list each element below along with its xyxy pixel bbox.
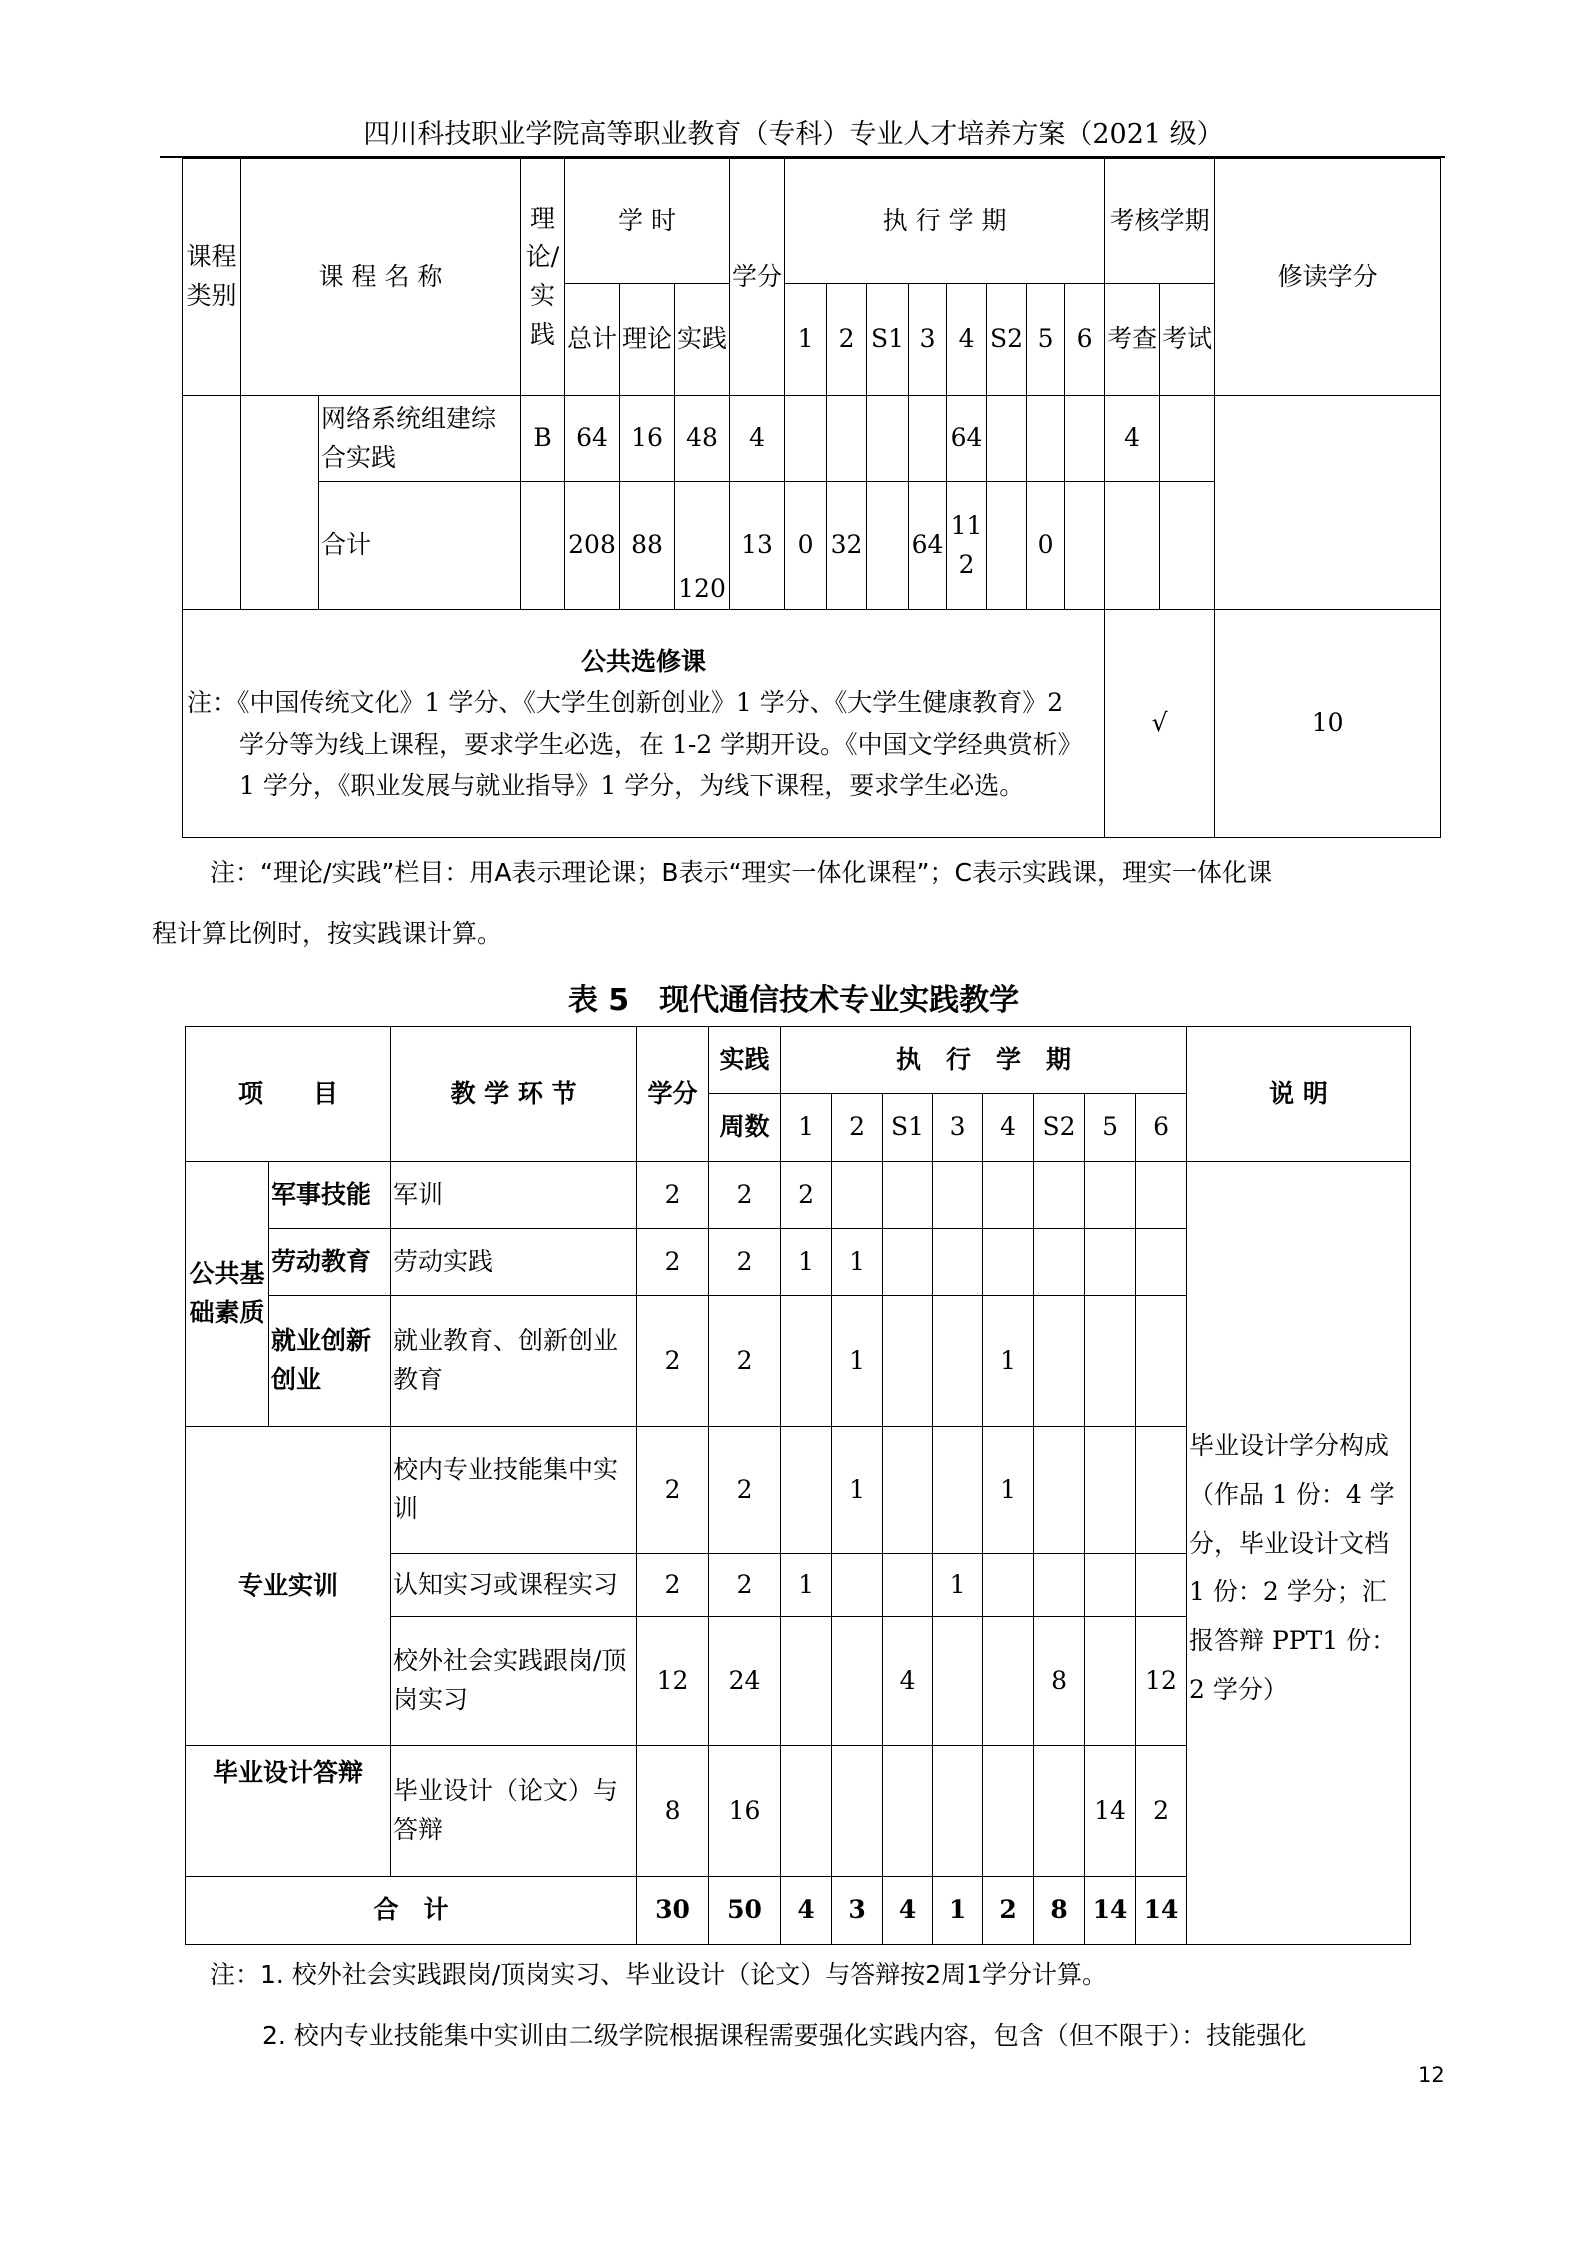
table-row: 校外社会实践跟岗/顶岗实习 12 24 4 8 12 xyxy=(186,1617,1411,1746)
total-credit: 30 xyxy=(637,1877,709,1945)
header-sem-1: 1 xyxy=(785,284,827,396)
group-graduation: 毕业设计答辩 xyxy=(186,1746,391,1877)
table5-title: 表 5 现代通信技术专业实践教学 xyxy=(567,983,1020,1018)
row-link: 劳动实践 xyxy=(391,1229,637,1296)
header-sem-s1: S1 xyxy=(883,1094,933,1162)
row-weeks: 2 xyxy=(709,1427,781,1554)
row-weeks: 16 xyxy=(709,1746,781,1877)
row-credit: 12 xyxy=(637,1617,709,1746)
header-teaching-link: 教 学 环 节 xyxy=(391,1027,637,1162)
row-credit: 8 xyxy=(637,1746,709,1877)
table-row: 毕业设计答辩 毕业设计（论文）与答辩 8 16 14 2 xyxy=(186,1746,1411,1877)
public-elective-note-3: 1 学分，《职业发展与就业指导》1 学分，为线下课程，要求学生必选。 xyxy=(239,770,1025,800)
header-sem-2: 2 xyxy=(827,284,867,396)
header-course-name: 课 程 名 称 xyxy=(241,159,521,396)
header-project: 项 目 xyxy=(186,1027,391,1162)
header-hours-practice: 实践 xyxy=(675,284,730,396)
subtotal-theory: 88 xyxy=(620,482,675,610)
subtotal-practice: 120 xyxy=(675,482,730,610)
header-sem-3: 3 xyxy=(933,1094,983,1162)
total-weeks: 50 xyxy=(709,1877,781,1945)
table-row: 专业实训 校内专业技能集中实训 2 2 1 1 xyxy=(186,1427,1411,1554)
header-sem-4: 4 xyxy=(947,284,987,396)
subtotal-sem-3: 64 xyxy=(909,482,947,610)
header-sem-s2: S2 xyxy=(987,284,1027,396)
header-exam-test: 考试 xyxy=(1160,284,1215,396)
subtotal-sem-2: 32 xyxy=(827,482,867,610)
header-sem-s2: S2 xyxy=(1034,1094,1085,1162)
header-sem-5: 5 xyxy=(1085,1094,1136,1162)
course-name: 网络系统组建综合实践 xyxy=(319,396,521,482)
header-weeks-1: 实践 xyxy=(709,1027,781,1094)
row-weeks: 2 xyxy=(709,1296,781,1427)
course-type: B xyxy=(521,396,565,482)
remark-text: 毕业设计学分构成（作品 1 份：4 学分，毕业设计文档 1 份：2 学分；汇报答辩 PPT1 份：2 学分） xyxy=(1187,1162,1411,1945)
header-sem-1: 1 xyxy=(781,1094,832,1162)
subtotal-sem-s2: 0 xyxy=(1027,482,1065,610)
header-hours-theory: 理论 xyxy=(620,284,675,396)
header-semester: 执 行 学 期 xyxy=(781,1027,1187,1094)
row-credit: 2 xyxy=(637,1162,709,1229)
course-total: 64 xyxy=(565,396,620,482)
course-theory: 16 xyxy=(620,396,675,482)
public-elective-check: √ xyxy=(1105,610,1215,838)
group-professional-training: 专业实训 xyxy=(186,1427,391,1746)
header-sem-2: 2 xyxy=(832,1094,883,1162)
sub-labor: 劳动教育 xyxy=(269,1229,391,1296)
sub-employment: 就业创新创业 xyxy=(269,1296,391,1427)
course-sem-4: 64 xyxy=(947,396,987,482)
header-sem-5: 5 xyxy=(1027,284,1065,396)
total-row: 合 计 30 50 4 3 4 1 2 8 14 14 xyxy=(186,1877,1411,1945)
header-hours-total: 总计 xyxy=(565,284,620,396)
row-link: 军训 xyxy=(391,1162,637,1229)
page-number: 12 xyxy=(1418,2063,1445,2087)
public-elective-cell xyxy=(183,610,1105,838)
header-weeks-2: 周数 xyxy=(709,1094,781,1162)
header-remark: 说 明 xyxy=(1187,1027,1411,1162)
header-course-category: 课程类别 xyxy=(183,159,241,396)
row-link: 校内专业技能集中实训 xyxy=(391,1427,637,1554)
course-table xyxy=(182,158,1441,838)
group-public-basic: 公共基础素质 xyxy=(186,1162,269,1427)
footnote-2: 2. 校内专业技能集中实训由二级学院根据课程需要强化实践内容，包含（但不限于）：技能强化 xyxy=(262,2021,1307,2050)
header-sem-4: 4 xyxy=(983,1094,1034,1162)
note-type-1: 注：“理论/实践”栏目：用A表示理论课；B表示“理实一体化课程”；C表示实践课，理实一体化课 xyxy=(210,858,1272,887)
table-row: 公共基础素质 军事技能 军训 2 2 2 毕业设计学分构成（作品 1 份：4 学分，毕业设计文档 1 份：2 学分；汇报答辩 PPT1 份：2 学分） xyxy=(186,1162,1411,1229)
subtotal-label: 合计 xyxy=(319,482,521,610)
public-elective-note-2: 学分等为线上课程，要求学生必选，在 1-2 学期开设。《中国文学经典赏析》 xyxy=(239,729,1083,759)
public-elective-note-1: 注：《中国传统文化》1 学分、《大学生创新创业》1 学分、《大学生健康教育》2 xyxy=(187,688,1064,718)
row-credit: 2 xyxy=(637,1296,709,1427)
header-sem-3: 3 xyxy=(909,284,947,396)
subtotal-sem-1: 0 xyxy=(785,482,827,610)
table-row: 劳动教育 劳动实践 2 2 1 1 xyxy=(186,1229,1411,1296)
header-sem-s1: S1 xyxy=(867,284,909,396)
header-required-credit: 修读学分 xyxy=(1215,159,1441,396)
course-practice: 48 xyxy=(675,396,730,482)
page-header: 四川科技职业学院高等职业教育（专科）专业人才培养方案（2021 级） xyxy=(363,119,1224,150)
row-weeks: 2 xyxy=(709,1554,781,1617)
total-label: 合 计 xyxy=(186,1877,637,1945)
row-credit: 2 xyxy=(637,1427,709,1554)
subtotal-credit: 13 xyxy=(730,482,785,610)
course-check: 4 xyxy=(1105,396,1160,482)
row-credit: 2 xyxy=(637,1229,709,1296)
public-elective-title: 公共选修课 xyxy=(581,647,707,676)
subtotal-sem-4: 112 xyxy=(947,482,987,610)
row-credit: 2 xyxy=(637,1554,709,1617)
header-credit: 学分 xyxy=(637,1027,709,1162)
note-type-2: 程计算比例时，按实践课计算。 xyxy=(152,919,503,948)
row-link: 毕业设计（论文）与答辩 xyxy=(391,1746,637,1877)
course-credit: 4 xyxy=(730,396,785,482)
row-weeks: 2 xyxy=(709,1162,781,1229)
header-sem-6: 6 xyxy=(1136,1094,1187,1162)
header-exam-check: 考查 xyxy=(1105,284,1160,396)
table-row: 就业创新创业 就业教育、创新创业教育 2 2 1 1 xyxy=(186,1296,1411,1427)
table-row xyxy=(183,396,1441,482)
table-row: 认知实习或课程实习 2 2 1 1 xyxy=(186,1554,1411,1617)
row-link: 认知实习或课程实习 xyxy=(391,1554,637,1617)
practice-table xyxy=(185,1026,1411,1945)
header-exam: 考核学期 xyxy=(1105,159,1215,284)
row-link: 校外社会实践跟岗/顶岗实习 xyxy=(391,1617,637,1746)
row-weeks: 24 xyxy=(709,1617,781,1746)
header-semester: 执 行 学 期 xyxy=(785,159,1105,284)
subtotal-total: 208 xyxy=(565,482,620,610)
row-weeks: 2 xyxy=(709,1229,781,1296)
header-hours: 学 时 xyxy=(565,159,730,284)
sub-military: 军事技能 xyxy=(269,1162,391,1229)
public-elective-credit: 10 xyxy=(1215,610,1441,838)
row-link: 就业教育、创新创业教育 xyxy=(391,1296,637,1427)
header-sem-6: 6 xyxy=(1065,284,1105,396)
footnote-1: 注：1. 校外社会实践跟岗/顶岗实习、毕业设计（论文）与答辩按2周1学分计算。 xyxy=(210,1960,1108,1989)
header-credit: 学分 xyxy=(730,159,785,396)
header-type: 理论/实践 xyxy=(521,159,565,396)
